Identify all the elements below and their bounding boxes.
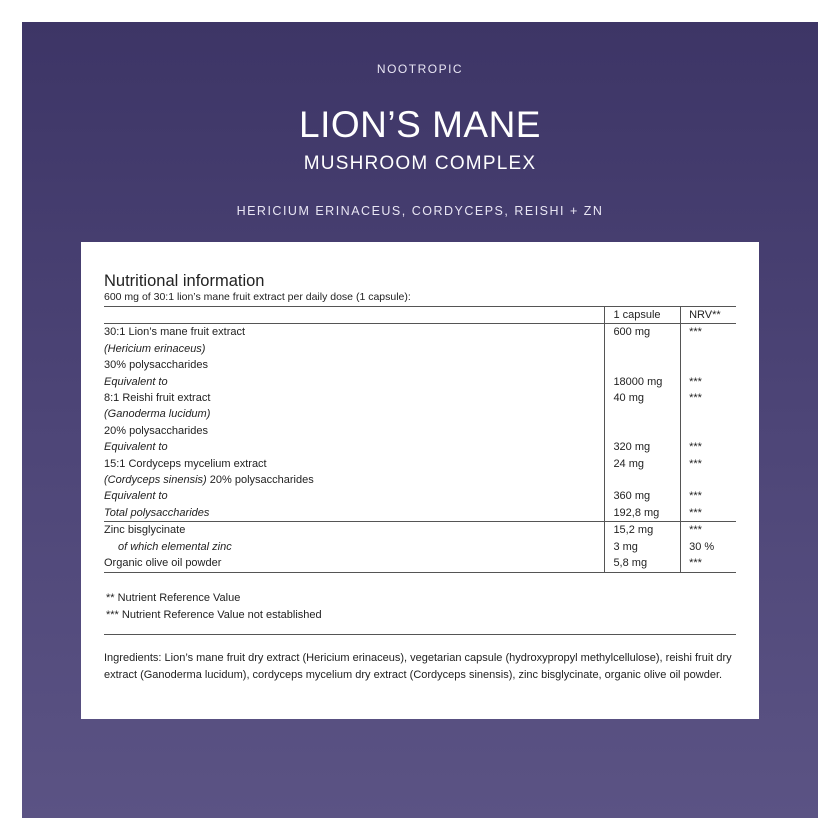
row-nrv xyxy=(681,357,736,373)
row-amount: 360 mg xyxy=(605,488,681,504)
row-nrv xyxy=(681,341,736,357)
row-name: (Hericium erinaceus) xyxy=(104,342,206,355)
dose-note: 600 mg of 30:1 lion’s mane fruit extract per daily dose (1 capsule): xyxy=(104,291,411,303)
row-amount xyxy=(605,472,681,488)
row-name xyxy=(104,472,605,488)
row-amount xyxy=(605,341,681,357)
footnote-nrv-not-established: *** Nutrient Reference Value not established xyxy=(106,609,322,621)
row-amount xyxy=(605,423,681,439)
column-header-amount: 1 capsule xyxy=(605,307,681,324)
row-amount: 3 mg xyxy=(605,539,681,555)
row-name: 8:1 Reishi fruit extract xyxy=(104,392,211,405)
table-row xyxy=(104,555,736,572)
species-line: HERICIUM ERINACEUS, CORDYCEPS, REISHI + ZN xyxy=(236,204,604,218)
row-nrv xyxy=(681,406,736,422)
nutrition-table xyxy=(104,306,736,573)
row-name: Equivalent to xyxy=(104,441,168,454)
category-label: NOOTROPIC xyxy=(376,62,464,76)
row-amount: 600 mg xyxy=(605,324,681,341)
row-nrv xyxy=(681,423,736,439)
row-name: Organic olive oil powder xyxy=(104,555,605,572)
row-name: Equivalent to xyxy=(104,490,168,503)
row-name: 20% polysaccharides xyxy=(104,424,208,437)
row-nrv: *** xyxy=(681,456,736,472)
product-subtitle: MUSHROOM COMPLEX xyxy=(303,153,537,174)
row-name: 30% polysaccharides xyxy=(104,359,208,372)
row-amount: 40 mg xyxy=(605,390,681,406)
table-row xyxy=(104,439,736,455)
column-header-nrv: NRV** xyxy=(681,307,736,324)
row-amount: 24 mg xyxy=(605,456,681,472)
row-amount: 18000 mg xyxy=(605,374,681,390)
table-row xyxy=(104,505,736,522)
row-amount: 320 mg xyxy=(605,439,681,455)
row-name-italic: (Cordyceps sinensis) xyxy=(104,474,207,487)
table-row xyxy=(104,456,736,472)
row-nrv: *** xyxy=(681,324,736,341)
row-nrv: *** xyxy=(681,505,736,522)
table-row xyxy=(104,390,736,406)
row-amount: 15,2 mg xyxy=(605,522,681,539)
row-amount xyxy=(605,357,681,373)
row-name: Total polysaccharides xyxy=(104,506,210,519)
row-name: of which elemental zinc xyxy=(118,540,232,553)
row-name: 30:1 Lion’s mane fruit extract xyxy=(104,326,246,339)
table-row xyxy=(104,472,736,488)
table-row xyxy=(104,406,736,422)
row-nrv: *** xyxy=(681,522,736,539)
row-nrv: *** xyxy=(681,390,736,406)
divider xyxy=(104,634,736,635)
table-row xyxy=(104,539,736,555)
row-nrv xyxy=(681,472,736,488)
row-nrv: *** xyxy=(681,488,736,504)
table-row xyxy=(104,374,736,390)
row-amount: 5,8 mg xyxy=(605,555,681,572)
row-amount xyxy=(605,406,681,422)
row-name: 15:1 Cordyceps mycelium extract xyxy=(104,457,267,470)
row-nrv: *** xyxy=(681,439,736,455)
nutrition-label xyxy=(81,242,759,719)
row-nrv: 30 % xyxy=(681,539,736,555)
table-row xyxy=(104,341,736,357)
table-row xyxy=(104,324,736,341)
column-header-name xyxy=(104,307,605,324)
nutrition-heading: Nutritional information xyxy=(104,272,265,290)
table-row xyxy=(104,423,736,439)
table-row xyxy=(104,522,736,539)
table-header-row xyxy=(104,307,736,324)
ingredients-text: Ingredients: Lion’s mane fruit dry extract (Hericium erinaceus), vegetarian capsule (hydroxypropyl methylcellulose), reishi fruit dry extract (Ganoderma lucidum), cordyceps mycelium dry extract (Cordyceps sinensis), zinc bisglycinate, organic olive oil powder. xyxy=(104,652,732,681)
row-name: Equivalent to xyxy=(104,375,168,388)
row-name-rest: 20% polysaccharides xyxy=(206,474,314,487)
row-name: Zinc bisglycinate xyxy=(104,522,605,539)
table-row xyxy=(104,488,736,504)
footnote-nrv: ** Nutrient Reference Value xyxy=(106,592,241,604)
product-title: LION’S MANE xyxy=(299,104,541,145)
row-amount: 192,8 mg xyxy=(605,505,681,522)
table-row xyxy=(104,357,736,373)
row-nrv: *** xyxy=(681,374,736,390)
row-nrv: *** xyxy=(681,555,736,572)
row-name: (Ganoderma lucidum) xyxy=(104,408,211,421)
